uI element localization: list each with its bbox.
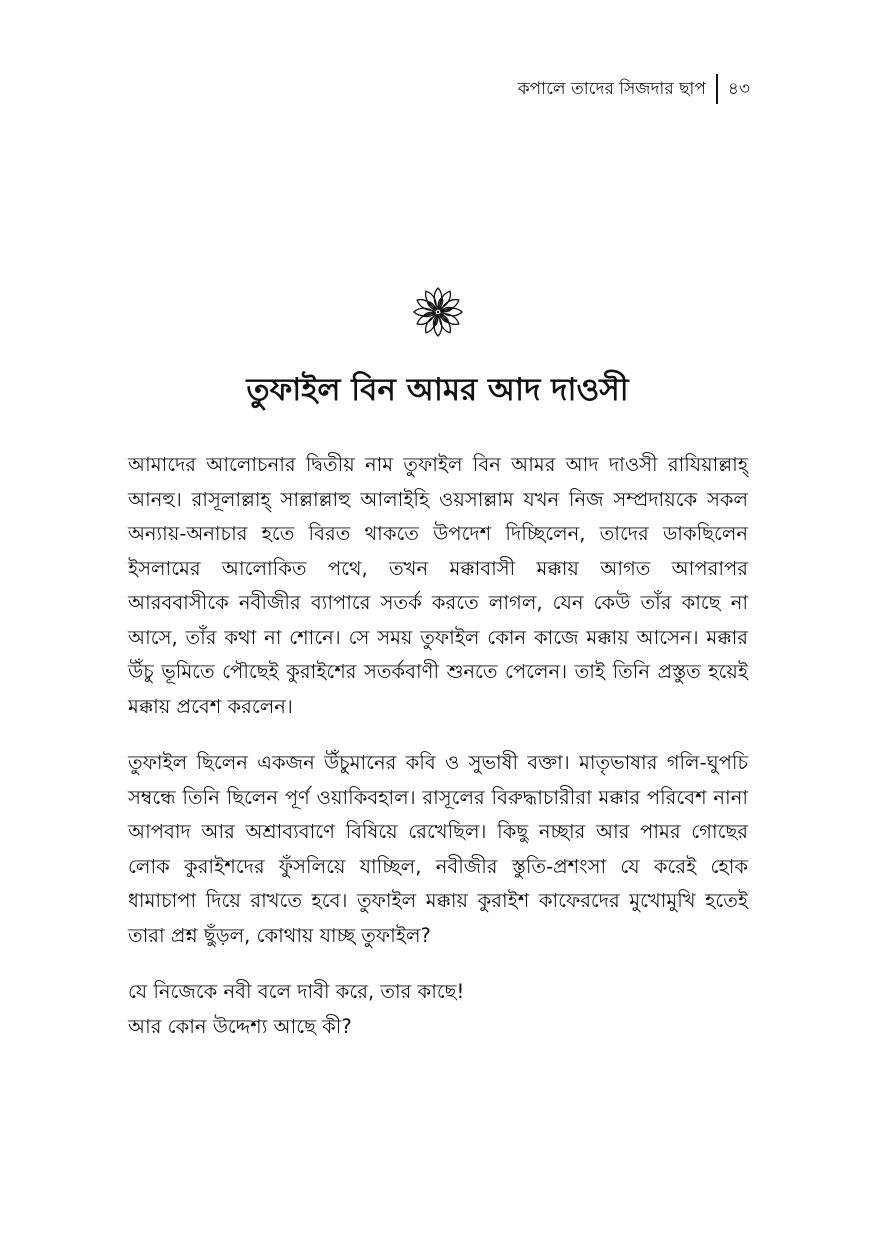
body-text — [128, 448, 748, 1066]
paragraph-2: তুফাইল ছিলেন একজন উঁচুমানের কবি ও সুভাষী বক্তা। মাতৃভাষার গলি-ঘুপচি সম্বন্ধে তিনি ছিলেন পূর্ণ ওয়াকিবহাল। রাসূলের বিরুদ্ধাচারীরা মক্কার পরিবেশ নানা আপবাদ আর অশ্রাব্যবাণে বিষিয়ে রেখেছিল। কিছু নচ্ছার আর পামর গোছের লোক কুরাইশদের ফুঁসলিয়ে যাচ্ছিল, নবীজীর স্তুতি-প্রশংসা যে করেই হোক ধামাচাপা দিয়ে রাখতে হবে। তুফাইল মক্কায় কুরাইশ কাফেরদের মুখোমুখি হতেই তারা প্রশ্ন ছুঁড়ল, কোথায় যাচ্ছ তুফাইল? — [128, 751, 748, 947]
flower-ornament-icon — [412, 286, 464, 338]
dialogue-block — [128, 975, 748, 1044]
chapter-title: তুফাইল বিন আমর আদ দাওসী — [246, 372, 629, 408]
paragraph-1: আমাদের আলোচনার দ্বিতীয় নাম তুফাইল বিন আমর আদ দাওসী রাযিয়াল্লাহ্ আনহু। রাসূলাল্লাহ্ সাল্লাল্লাহু আলাইহি ওয়সাল্লাম যখন নিজ সম্প্রদায়কে সকল অন্যায়-অনাচার হতে বিরত থাকতে উপদেশ দিচ্ছিলেন, তাদের ডাকছিলেন ইসলামের আলোকিত পথে, তখন মক্কাবাসী মক্কায় আগত আপরাপর আরববাসীকে নবীজীর ব্যাপারে সতর্ক করতে লাগল, যেন কেউ তাঁর কাছে না আসে, তাঁর কথা না শোনে। সে সময় তুফাইল কোন কাজে মক্কায় আসেন। মক্কার উঁচু ভূমিতে পৌছেই কুরাইশের সতর্কবাণী শুনতে পেলেন। তাই তিনি প্রস্তুত হয়েই মক্কায় প্রবেশ করলেন। — [128, 453, 748, 718]
page-number: ৪৩ — [727, 79, 750, 99]
running-head-title: কপালে তাদের সিজদার ছাপ — [517, 79, 706, 99]
dialogue-line-1: যে নিজেকে নবী বলে দাবী করে, তার কাছে! — [128, 980, 465, 1003]
dialogue-line-2: আর কোন উদ্দেশ্য আছে কী? — [128, 1014, 352, 1038]
running-head — [518, 74, 750, 104]
